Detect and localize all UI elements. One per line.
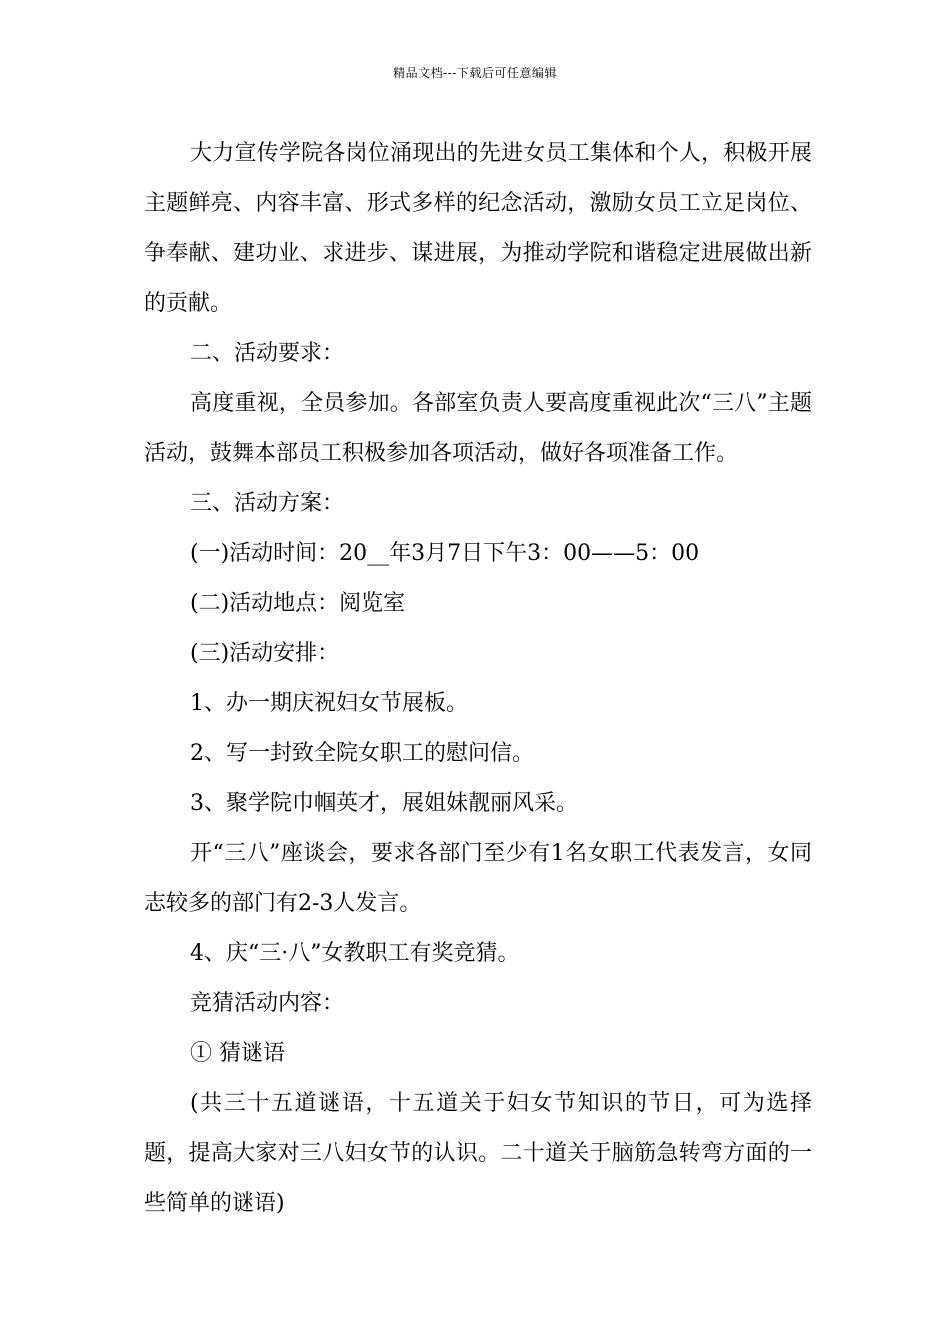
paragraph-intro: 大力宣传学院各岗位涌现出的先进女员工集体和个人，积极开展主题鲜亮、内容丰富、形式多样的纪念活动，激励女员工立足岗位、争奉献、建功业、求进步、谋进展，为推动学院和谐稳定进展做出新的贡献。 [144, 141, 812, 316]
paragraph-riddles-detail: (共三十五道谜语，十五道关于妇女节知识的节日，可为选择题，提高大家对三八妇女节的认识。二十道关于脑筋急转弯方面的一些简单的谜语) [144, 1091, 812, 1216]
document-body [144, 129, 812, 1229]
list-item: 1、办一期庆祝妇女节展板。 [190, 691, 468, 716]
list-item: 2、写一封致全院女职工的慰问信。 [190, 741, 534, 766]
paragraph-symposium: 开“三八”座谈会，要求各部门至少有1名女职工代表发言，女同志较多的部门有2-3人发言。 [144, 841, 812, 916]
item-riddles: ① 猜谜语 [190, 1041, 285, 1066]
heading-quiz-content: 竞猜活动内容： [190, 991, 345, 1016]
heading-plan: 三、活动方案： [190, 491, 345, 516]
page-header: 精品文档---下载后可任意编辑 [393, 66, 557, 80]
item-activity-location: (二)活动地点：阅览室 [190, 591, 406, 616]
list-item: 4、庆“三·八”女教职工有奖竞猜。 [190, 941, 520, 966]
list-item: 3、聚学院巾帼英才，展姐妹靓丽风采。 [190, 791, 578, 816]
item-activity-arrangement: (三)活动安排： [190, 641, 340, 666]
paragraph-requirements: 高度重视，全员参加。各部室负责人要高度重视此次“三八”主题活动，鼓舞本部员工积极参加各项活动，做好各项准备工作。 [144, 391, 812, 466]
heading-requirements: 二、活动要求： [190, 341, 345, 366]
item-activity-time: (一)活动时间：20__年3月7日下午3：00——5：00 [190, 541, 700, 566]
